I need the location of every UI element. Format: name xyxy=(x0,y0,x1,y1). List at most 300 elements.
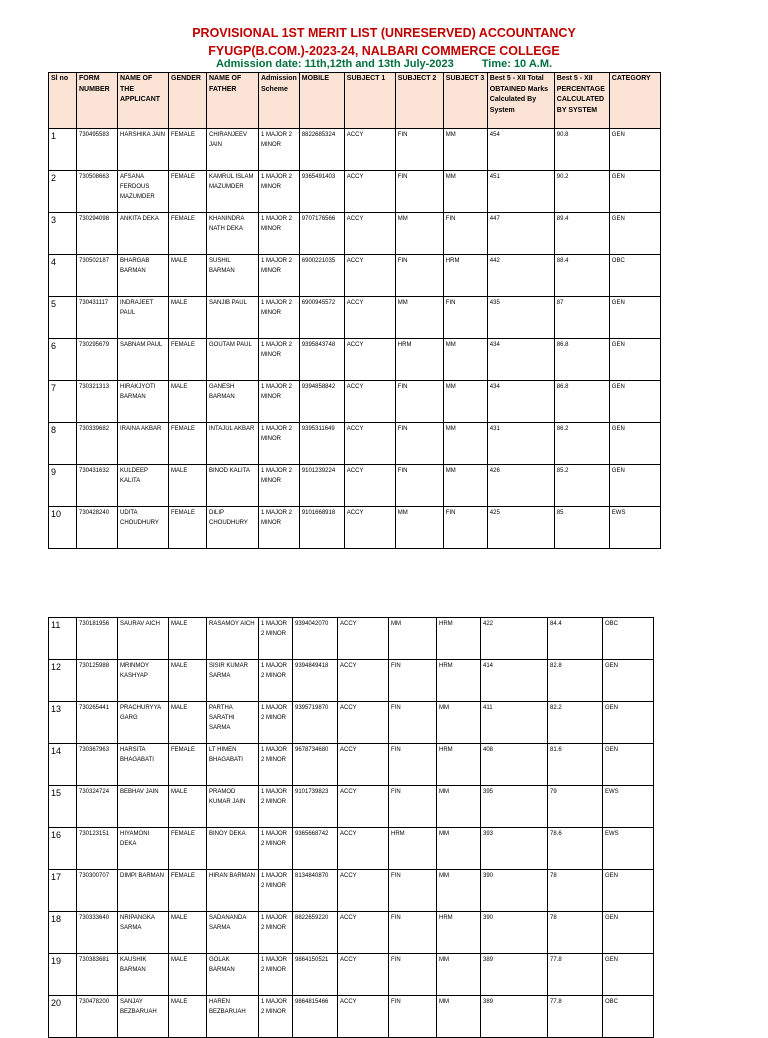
table-cell: FIN xyxy=(395,423,443,465)
table-cell: MM xyxy=(437,870,481,912)
table-cell: MM xyxy=(437,828,481,870)
table-cell: 1 MAJOR 2 MINOR xyxy=(259,702,293,744)
table-cell: 730295679 xyxy=(77,339,118,381)
table-cell: 84.4 xyxy=(548,618,603,660)
table-cell: 730265441 xyxy=(77,702,118,744)
header-cell: SUBJECT 3 xyxy=(443,73,487,129)
table-cell: 1 MAJOR 2 MINOR xyxy=(259,618,293,660)
table-cell: 9101739823 xyxy=(293,786,338,828)
table-cell: FIN xyxy=(443,213,487,255)
table-cell: MALE xyxy=(169,465,207,507)
table-cell: ACCY xyxy=(338,870,389,912)
header-cell: CATEGORY xyxy=(609,73,660,129)
table-cell: 730508663 xyxy=(77,171,118,213)
table-cell: MM xyxy=(443,129,487,171)
table-cell: 9864815466 xyxy=(293,996,338,1038)
table-cell: FEMALE xyxy=(169,213,207,255)
table-cell: ACCY xyxy=(338,912,389,954)
table-cell: 1 MAJOR 2 MINOR xyxy=(259,465,300,507)
table-cell: 9365491403 xyxy=(299,171,344,213)
header-cell: Sl no xyxy=(49,73,77,129)
table-cell: INTAJUL AKBAR xyxy=(207,423,259,465)
table-cell: 1 MAJOR 2 MINOR xyxy=(259,255,300,297)
table-cell: 78.6 xyxy=(548,828,603,870)
table-cell: 9395843748 xyxy=(299,339,344,381)
serial-cell: 12 xyxy=(49,660,77,702)
table-cell: ACCY xyxy=(338,618,389,660)
table-cell: SUSHIL BARMAN xyxy=(207,255,259,297)
table-cell: 389 xyxy=(481,996,548,1038)
table-cell: FIN xyxy=(443,507,487,549)
table-cell: 408 xyxy=(481,744,548,786)
table-cell: 730300707 xyxy=(77,870,118,912)
table-cell: FIN xyxy=(443,297,487,339)
table-cell: 730294098 xyxy=(77,213,118,255)
table-cell: OBC xyxy=(609,255,660,297)
table-cell: 1 MAJOR 2 MINOR xyxy=(259,954,293,996)
table-cell: FEMALE xyxy=(169,339,207,381)
table-cell: FIN xyxy=(389,954,437,996)
table-cell: HRM xyxy=(395,339,443,381)
table-cell: GEN xyxy=(603,744,654,786)
table-cell: GEN xyxy=(609,297,660,339)
table-cell: LT HIMEN BHAGABATI xyxy=(207,744,259,786)
serial-cell: 16 xyxy=(49,828,77,870)
table-cell: ACCY xyxy=(338,996,389,1038)
table-cell: CHIRANJEEV JAIN xyxy=(207,129,259,171)
table-cell: 1 MAJOR 2 MINOR xyxy=(259,381,300,423)
table-cell: 730431117 xyxy=(77,297,118,339)
table-cell: HARSITA BHAGABATI xyxy=(118,744,169,786)
table-cell: 426 xyxy=(487,465,554,507)
header-row xyxy=(49,73,661,129)
table-cell: ACCY xyxy=(344,381,395,423)
table-row xyxy=(49,996,654,1038)
admission-time: Time: 10 A.M. xyxy=(481,58,553,70)
table-cell: ACCY xyxy=(344,213,395,255)
table-cell: HRM xyxy=(443,255,487,297)
table-cell: 1 MAJOR 2 MINOR xyxy=(259,339,300,381)
table-row xyxy=(49,507,661,549)
table-cell: 82.2 xyxy=(548,702,603,744)
table-cell: 454 xyxy=(487,129,554,171)
table-cell: 1 MAJOR 2 MINOR xyxy=(259,996,293,1038)
table-cell: FEMALE xyxy=(169,870,207,912)
table-cell: 730428240 xyxy=(77,507,118,549)
table-cell: MALE xyxy=(169,786,207,828)
table-cell: SISIR KUMAR SARMA xyxy=(207,660,259,702)
table-cell: 1 MAJOR 2 MINOR xyxy=(259,912,293,954)
table-cell: MALE xyxy=(169,618,207,660)
table-cell: FEMALE xyxy=(169,507,207,549)
table-cell: 389 xyxy=(481,954,548,996)
table-cell: MM xyxy=(437,702,481,744)
table-cell: 78 xyxy=(548,870,603,912)
header-cell: GENDER xyxy=(169,73,207,129)
table-row xyxy=(49,129,661,171)
table-cell: FIN xyxy=(389,744,437,786)
table-cell: OBC xyxy=(603,618,654,660)
header-cell: NAME OF FATHER xyxy=(207,73,259,129)
header-cell: Admission Scheme xyxy=(259,73,300,129)
serial-cell: 17 xyxy=(49,870,77,912)
merit-table-part-1 xyxy=(48,72,661,549)
table-cell: 1 MAJOR 2 MINOR xyxy=(259,423,300,465)
table-cell: 393 xyxy=(481,828,548,870)
table-cell: PRACHURYYA GARG xyxy=(118,702,169,744)
table-row xyxy=(49,702,654,744)
table-cell: 730125988 xyxy=(77,660,118,702)
table-row xyxy=(49,423,661,465)
table-cell: KHANINDRA NATH DEKA xyxy=(207,213,259,255)
table-cell: NRIPANGKA SARMA xyxy=(118,912,169,954)
table-cell: ACCY xyxy=(344,171,395,213)
table-cell: 1 MAJOR 2 MINOR xyxy=(259,297,300,339)
table-cell: 414 xyxy=(481,660,548,702)
table-cell: HRM xyxy=(437,744,481,786)
table-row xyxy=(49,870,654,912)
table-cell: 77.8 xyxy=(548,996,603,1038)
table-cell: 1 MAJOR 2 MINOR xyxy=(259,129,300,171)
table-cell: FEMALE xyxy=(169,129,207,171)
table-cell: GEN xyxy=(609,423,660,465)
table-cell: 9365668742 xyxy=(293,828,338,870)
table-cell: MM xyxy=(389,618,437,660)
table-cell: 9678734680 xyxy=(293,744,338,786)
table-cell: MALE xyxy=(169,702,207,744)
serial-cell: 14 xyxy=(49,744,77,786)
table-cell: MALE xyxy=(169,381,207,423)
table-cell: INDRAJEET PAUL xyxy=(118,297,169,339)
table-row xyxy=(49,255,661,297)
table-cell: FIN xyxy=(395,465,443,507)
table-cell: FIN xyxy=(395,255,443,297)
table-cell: 730502187 xyxy=(77,255,118,297)
table-cell: BINOY DEKA xyxy=(207,828,259,870)
header-cell: FORM NUMBER xyxy=(77,73,118,129)
table-cell: ACCY xyxy=(344,339,395,381)
table-cell: GEN xyxy=(609,213,660,255)
table-cell: 431 xyxy=(487,423,554,465)
serial-cell: 9 xyxy=(49,465,77,507)
table-cell: 88.4 xyxy=(554,255,609,297)
table-cell: 1 MAJOR 2 MINOR xyxy=(259,213,300,255)
table-cell: MALE xyxy=(169,954,207,996)
table-row xyxy=(49,828,654,870)
table-cell: MALE xyxy=(169,912,207,954)
header-cell: Best 5 - XII PERCENTAGE CALCULATED BY SYSTEM xyxy=(554,73,609,129)
table-cell: SADANANDA SARMA xyxy=(207,912,259,954)
table-cell: PRAMOD KUMAR JAIN xyxy=(207,786,259,828)
table-cell: BEBHAV JAIN xyxy=(118,786,169,828)
table-cell: UDITA CHOUDHURY xyxy=(118,507,169,549)
table-cell: ANKITA DEKA xyxy=(118,213,169,255)
table-cell: 86.2 xyxy=(554,423,609,465)
table-cell: ACCY xyxy=(344,423,395,465)
table-cell: MM xyxy=(395,213,443,255)
table-cell: 422 xyxy=(481,618,548,660)
table-cell: FEMALE xyxy=(169,828,207,870)
header-cell: SUBJECT 1 xyxy=(344,73,395,129)
table-row xyxy=(49,786,654,828)
table-cell: FEMALE xyxy=(169,171,207,213)
table-cell: PARTHA SARATHI SARMA xyxy=(207,702,259,744)
header-cell: Best 5 - XII Total OBTAINED Marks Calculated By System xyxy=(487,73,554,129)
table-row xyxy=(49,297,661,339)
table-cell: 78 xyxy=(548,912,603,954)
table-cell: 730321313 xyxy=(77,381,118,423)
table-cell: 730367963 xyxy=(77,744,118,786)
table-cell: GEN xyxy=(609,381,660,423)
header-cell: NAME OF THE APPLICANT xyxy=(118,73,169,129)
table-cell: HAREN BEZBARUAH xyxy=(207,996,259,1038)
table-cell: 451 xyxy=(487,171,554,213)
table-cell: SANJIB PAUL xyxy=(207,297,259,339)
table-cell: HIRAN BARMAN xyxy=(207,870,259,912)
table-cell: 447 xyxy=(487,213,554,255)
table-cell: 9394849418 xyxy=(293,660,338,702)
table-cell: MRINMOY KASHYAP xyxy=(118,660,169,702)
table-cell: MM xyxy=(443,339,487,381)
header-cell: SUBJECT 2 xyxy=(395,73,443,129)
table-cell: GEN xyxy=(609,129,660,171)
table-cell: 9395719870 xyxy=(293,702,338,744)
table-row xyxy=(49,660,654,702)
table-cell: MM xyxy=(437,786,481,828)
table-cell: 435 xyxy=(487,297,554,339)
table-cell: 1 MAJOR 2 MINOR xyxy=(259,744,293,786)
table-cell: AFSANA FERDOUS MAZUMDER xyxy=(118,171,169,213)
table-cell: 85.2 xyxy=(554,465,609,507)
table-row xyxy=(49,339,661,381)
table-cell: MM xyxy=(443,465,487,507)
table-cell: ACCY xyxy=(338,786,389,828)
table-cell: 81.6 xyxy=(548,744,603,786)
table-cell: HIYAMONI DEKA xyxy=(118,828,169,870)
table-cell: MM xyxy=(443,381,487,423)
table-cell: 730495583 xyxy=(77,129,118,171)
serial-cell: 3 xyxy=(49,213,77,255)
table-cell: FIN xyxy=(389,786,437,828)
table-cell: ACCY xyxy=(344,129,395,171)
serial-cell: 13 xyxy=(49,702,77,744)
table-cell: 86.8 xyxy=(554,339,609,381)
table-cell: 1 MAJOR 2 MINOR xyxy=(259,171,300,213)
table-cell: 86.8 xyxy=(554,381,609,423)
table-row xyxy=(49,954,654,996)
title-line-2: FYUGP(B.COM.)-2023-24, NALBARI COMMERCE COLLEGE xyxy=(208,44,560,58)
table-cell: 411 xyxy=(481,702,548,744)
table-row xyxy=(49,744,654,786)
table-cell: MM xyxy=(395,507,443,549)
table-cell: FIN xyxy=(395,171,443,213)
table-cell: 1 MAJOR 2 MINOR xyxy=(259,660,293,702)
table-cell: DIMPI BARMAN xyxy=(118,870,169,912)
table-row xyxy=(49,618,654,660)
serial-cell: 11 xyxy=(49,618,77,660)
serial-cell: 10 xyxy=(49,507,77,549)
table-cell: BHARGAB BARMAN xyxy=(118,255,169,297)
merit-table-part-2 xyxy=(48,617,654,1038)
serial-cell: 19 xyxy=(49,954,77,996)
serial-cell: 7 xyxy=(49,381,77,423)
table-cell: 6900945572 xyxy=(299,297,344,339)
table-cell: MALE xyxy=(169,660,207,702)
table-cell: FIN xyxy=(395,129,443,171)
table-cell: 9394858842 xyxy=(299,381,344,423)
table-cell: ACCY xyxy=(344,507,395,549)
table-cell: FIN xyxy=(389,870,437,912)
table-cell: KULDEEP KALITA xyxy=(118,465,169,507)
table-cell: 390 xyxy=(481,870,548,912)
table-cell: 730383681 xyxy=(77,954,118,996)
table-cell: GEN xyxy=(603,912,654,954)
table-cell: 1 MAJOR 2 MINOR xyxy=(259,870,293,912)
table-cell: 77.8 xyxy=(548,954,603,996)
table-cell: GOLAK BARMAN xyxy=(207,954,259,996)
table-row xyxy=(49,171,661,213)
table-cell: 6900221035 xyxy=(299,255,344,297)
table-cell: MM xyxy=(437,996,481,1038)
table-cell: 87 xyxy=(554,297,609,339)
table-row xyxy=(49,213,661,255)
table-cell: 9394042070 xyxy=(293,618,338,660)
table-cell: 395 xyxy=(481,786,548,828)
table-cell: 9395311649 xyxy=(299,423,344,465)
table-cell: FEMALE xyxy=(169,744,207,786)
serial-cell: 4 xyxy=(49,255,77,297)
table-cell: 730333640 xyxy=(77,912,118,954)
serial-cell: 6 xyxy=(49,339,77,381)
table-cell: DILIP CHOUDHURY xyxy=(207,507,259,549)
table-cell: GEN xyxy=(609,171,660,213)
table-cell: GOUTAM PAUL xyxy=(207,339,259,381)
table-cell: HRM xyxy=(437,660,481,702)
table-cell: 730339682 xyxy=(77,423,118,465)
table-cell: BINOD KALITA xyxy=(207,465,259,507)
table-cell: 82.8 xyxy=(548,660,603,702)
table-cell: 8134840870 xyxy=(293,870,338,912)
title-line-1: PROVISIONAL 1ST MERIT LIST (UNRESERVED) ACCOUNTANCY xyxy=(192,26,576,40)
table-cell: 1 MAJOR 2 MINOR xyxy=(259,507,300,549)
table-cell: ACCY xyxy=(338,954,389,996)
table-cell: SABNAM PAUL xyxy=(118,339,169,381)
table-cell: HIRAKJYOTI BARMAN xyxy=(118,381,169,423)
table-cell: 90.2 xyxy=(554,171,609,213)
table-cell: 434 xyxy=(487,381,554,423)
table-cell: IRAINA AKBAR xyxy=(118,423,169,465)
table-cell: FIN xyxy=(389,702,437,744)
table-cell: 442 xyxy=(487,255,554,297)
table-row xyxy=(49,912,654,954)
table-cell: 730123151 xyxy=(77,828,118,870)
table-body-1 xyxy=(49,129,661,549)
table-cell: 425 xyxy=(487,507,554,549)
table-cell: 9864150521 xyxy=(293,954,338,996)
table-cell: FIN xyxy=(389,912,437,954)
table-cell: MM xyxy=(443,171,487,213)
table-cell: FEMALE xyxy=(169,423,207,465)
table-cell: MM xyxy=(443,423,487,465)
table-cell: 85 xyxy=(554,507,609,549)
table-cell: 730181956 xyxy=(77,618,118,660)
table-row xyxy=(49,381,661,423)
table-cell: 90.8 xyxy=(554,129,609,171)
admission-date: Admission date: 11th,12th and 13th July-2023 xyxy=(215,58,454,70)
table-cell: 390 xyxy=(481,912,548,954)
table-cell: HRM xyxy=(437,618,481,660)
table-cell: 79 xyxy=(548,786,603,828)
table-cell: 730324724 xyxy=(77,786,118,828)
table-cell: GANESH BARMAN xyxy=(207,381,259,423)
table-cell: MALE xyxy=(169,996,207,1038)
table-cell: ACCY xyxy=(344,465,395,507)
serial-cell: 8 xyxy=(49,423,77,465)
serial-cell: 18 xyxy=(49,912,77,954)
table-cell: MALE xyxy=(169,297,207,339)
table-cell: ACCY xyxy=(344,297,395,339)
table-cell: ACCY xyxy=(338,660,389,702)
table-cell: KAUSHIK BARMAN xyxy=(118,954,169,996)
table-cell: HARSHIKA JAIN xyxy=(118,129,169,171)
table-cell: MM xyxy=(437,954,481,996)
table-cell: EWS xyxy=(609,507,660,549)
table-cell: ACCY xyxy=(338,828,389,870)
table-body-2 xyxy=(49,618,654,1038)
table-cell: GEN xyxy=(603,870,654,912)
header-cell: MOBILE xyxy=(299,73,344,129)
serial-cell: 20 xyxy=(49,996,77,1038)
table-cell: OBC xyxy=(603,996,654,1038)
serial-cell: 2 xyxy=(49,171,77,213)
table-cell: 434 xyxy=(487,339,554,381)
table-cell: MALE xyxy=(169,255,207,297)
table-cell: FIN xyxy=(389,660,437,702)
table-cell: 8822685324 xyxy=(299,129,344,171)
serial-cell: 5 xyxy=(49,297,77,339)
table-cell: SANJAY BEZBARUAH xyxy=(118,996,169,1038)
admission-info xyxy=(0,58,768,70)
table-cell: SAURAV AICH xyxy=(118,618,169,660)
table-cell: GEN xyxy=(603,702,654,744)
table-cell: 9707176566 xyxy=(299,213,344,255)
table-cell: GEN xyxy=(609,339,660,381)
table-cell: 730478200 xyxy=(77,996,118,1038)
table-cell: 9101668918 xyxy=(299,507,344,549)
table-cell: 730431632 xyxy=(77,465,118,507)
table-cell: EWS xyxy=(603,786,654,828)
table-cell: RASAMOY AICH xyxy=(207,618,259,660)
serial-cell: 15 xyxy=(49,786,77,828)
table-cell: FIN xyxy=(395,381,443,423)
table-cell: KAMRUL ISLAM MAZUMDER xyxy=(207,171,259,213)
table-cell: ACCY xyxy=(338,744,389,786)
table-cell: MM xyxy=(395,297,443,339)
table-cell: 1 MAJOR 2 MINOR xyxy=(259,786,293,828)
table-cell: 89.4 xyxy=(554,213,609,255)
table-cell: ACCY xyxy=(344,255,395,297)
serial-cell: 1 xyxy=(49,129,77,171)
table-cell: GEN xyxy=(609,465,660,507)
table-cell: EWS xyxy=(603,828,654,870)
table-cell: HRM xyxy=(437,912,481,954)
table-cell: GEN xyxy=(603,660,654,702)
table-cell: HRM xyxy=(389,828,437,870)
table-cell: 8822659220 xyxy=(293,912,338,954)
table-cell: FIN xyxy=(389,996,437,1038)
table-cell: 9101239224 xyxy=(299,465,344,507)
table-cell: GEN xyxy=(603,954,654,996)
